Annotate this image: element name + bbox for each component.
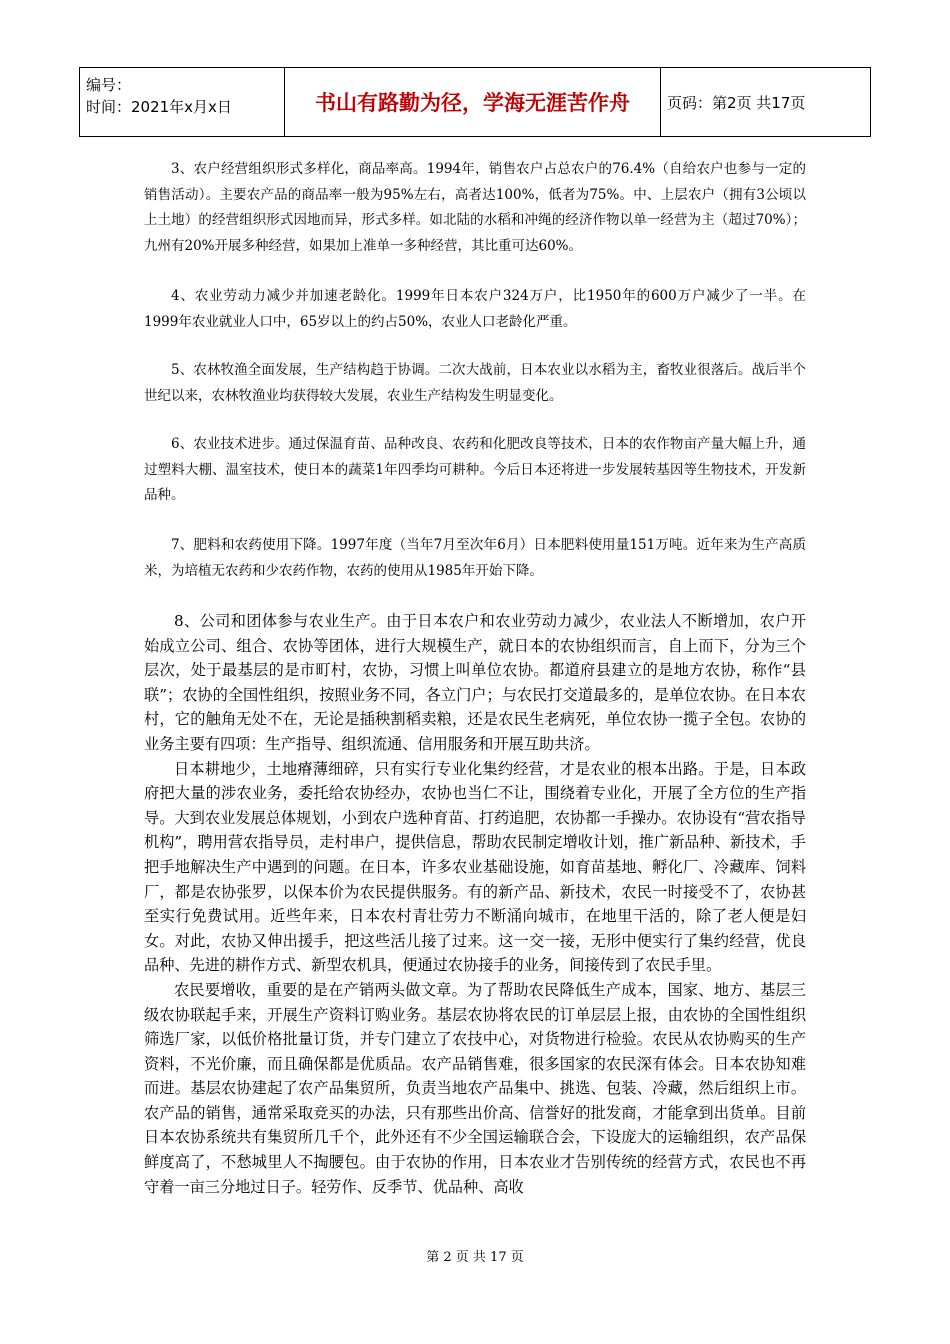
paragraph-7	[144, 533, 806, 584]
header-motto: 书山有路勤为径，学海无涯苦作舟	[285, 68, 661, 136]
paragraph-text: 3、农户经营组织形式多样化，商品率高。1994年，销售农户占总农户的76.4%（自给农户也参与一定的销售活动）。主要农产品的商品率一般为95%左右，高者达100%，低者为75%。中、上层农户（拥有3公顷以上土地）的经营组织形式因地而异，形式多样。如北陆的水稻和冲绳的经济作物以单一经营为主（超过70%）；九州有20%开展多种经营，如果加上准单一多种经营，其比重可达60%。	[144, 161, 806, 254]
paragraph-text: 日本耕地少，土地瘠薄细碎，只有实行专业化集约经营，才是农业的根本出路。于是，日本政府把大量的涉农业务，委托给农协经办，农协也当仁不让，围绕着专业化，开展了全方位的生产指导。大到农业发展总体规划，小到农户选种育苗、打药追肥，农协都一手操办。农协设有“营农指导机构”，聘用营农指导员，走村串户，提供信息，帮助农民制定增收计划，推广新品种、新技术，手把手地解决生产中遇到的问题。在日本，许多农业基础设施，如育苗基地、孵化厂、冷藏库、饲料厂，都是农协张罗，以保本价为农民提供服务。有的新产品、新技术，农民一时接受不了，农协甚至实行免费试用。近些年来，日本农村青壮劳力不断涌向城市，在地里干活的，除了老人便是妇女。对此，农协又伸出援手，把这些活儿接了过来。这一交一接，无形中便实行了集约经营，优良品种、先进的耕作方式、新型农机具，便通过农协接手的业务，间接传到了农民手里。	[144, 759, 806, 975]
paragraph-text: 农民要增收，重要的是在产销两头做文章。为了帮助农民降低生产成本，国家、地方、基层三级农协联起手来，开展生产资料订购业务。基层农协将农民的订单层层上报，由农协的全国性组织筛选厂家，以低价格批量订货，并专门建立了农技中心，对货物进行检验。农民从农协购买的生产资料，不光价廉，而且确保都是优质品。农产品销售难，很多国家的农民深有体会。日本农协知难而进。基层农协建起了农产品集贸所，负责当地农产品集中、挑选、包装、冷藏，然后组织上市。农产品的销售，通常采取竞买的办法，只有那些出价高、信誉好的批发商，才能拿到出货单。目前日本农协系统共有集贸所几千个，此外还有不少全国运输联合会，下设庞大的运输组织，农产品保鲜度高了，不愁城里人不掏腰包。由于农协的作用，日本农业才告别传统的经营方式，农民也不再守着一亩三分地过日子。轻劳作、反季节、优品种、高收	[144, 980, 806, 1196]
paragraph-4	[144, 284, 806, 335]
header-meta	[80, 68, 285, 136]
page-header	[79, 67, 871, 137]
paragraph-text: 6、农业技术进步。通过保温育苗、品种改良、农药和化肥改良等技术，日本的农作物亩产量大幅上升，通过塑料大棚、温室技术，使日本的蔬菜1年四季均可耕种。今后日本还将进一步发展转基因等生物技术，开发新品种。	[144, 436, 806, 503]
page-footer	[0, 1246, 950, 1265]
paragraph-text: 4、农业劳动力减少并加速老龄化。1999年日本农户324万户，比1950年的600万户减少了一半。在1999年农业就业人口中，65岁以上的约占50%，农业人口老龄化严重。	[144, 288, 806, 330]
paragraph-text: 5、农林牧渔全面发展，生产结构趋于协调。二次大战前，日本农业以水稻为主，畜牧业很落后。战后半个世纪以来，农林牧渔业均获得较大发展，农业生产结构发生明显变化。	[144, 362, 806, 404]
paragraph-8-body	[144, 609, 806, 1199]
paragraph-5	[144, 358, 806, 409]
paragraph-text: 8、公司和团体参与农业生产。由于日本农户和农业劳动力减少，农业法人不断增加，农户开始成立公司、组合、农协等团体，进行大规模生产，就日本的农协组织而言，自上而下，分为三个层次，处于最基层的是市町村，农协，习惯上叫单位农协。都道府县建立的是地方农协，称作“县联”；农协的全国性组织，按照业务不同，各立门户；与农民打交道最多的，是单位农协。在日本农村，它的触角无处不在，无论是插秧割稻卖粮，还是农民生老病死，单位农协一揽子全包。农协的业务主要有四项：生产指导、组织流通、信用服务和开展互助共济。	[144, 612, 806, 753]
footer-page-number: 第 2 页 共 17 页	[426, 1250, 524, 1265]
number-label: 编号：	[86, 76, 132, 94]
paragraph-text: 7、肥料和农药使用下降。1997年度（当年7月至次年6月）日本肥料使用量151万吨。近年来为生产高质米，为培植无农药和少农药作物，农药的使用从1985年开始下降。	[144, 537, 806, 579]
paragraph-3	[144, 157, 806, 259]
time-label: 时间：2021年x月x日	[86, 98, 232, 116]
header-page-info: 页码：第2页 共17页	[667, 93, 806, 112]
paragraph-6	[144, 432, 806, 509]
